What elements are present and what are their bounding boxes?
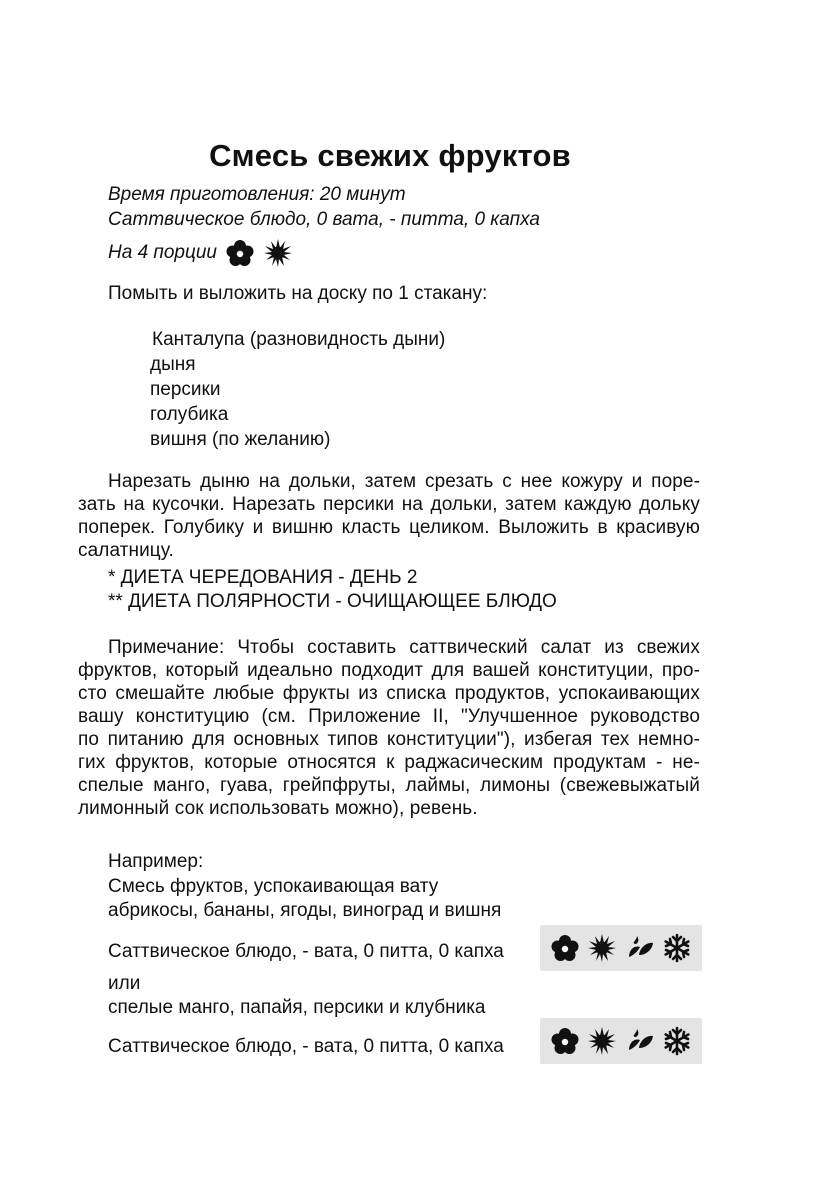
text-line: Нарезать дыню на дольки, затем срезать с нее кожуру и поре-: [108, 471, 700, 492]
text-line: спелые манго, гуава, грейпфруты, лаймы, лимоны (свежевыжатый: [78, 775, 700, 796]
text-line: вашу конституцию (см. Приложение II, "Улучшенное руководство: [78, 706, 700, 727]
servings-label: На 4 порции: [108, 242, 217, 263]
leaf-drop-icon: [625, 1026, 655, 1056]
leaf-drop-icon: [625, 933, 655, 963]
example-mix-1: абрикосы, бананы, ягоды, виноград и вишня: [108, 900, 502, 921]
diet-note-alternation: * ДИЕТА ЧЕРЕДОВАНИЯ - ДЕНЬ 2: [108, 567, 418, 588]
text-line: лимонный сок использовать можно), ревень.: [78, 798, 478, 819]
ingredient-list: [150, 327, 445, 452]
example-mix-2: спелые манго, папайя, персики и клубника: [108, 997, 486, 1018]
prep-time: Время приготовления: 20 минут: [108, 184, 406, 205]
text-line: поперек. Голубику и вишню класть целиком. Выложить в красивую: [78, 517, 700, 538]
example-effect-2: Саттвическое блюдо, - вата, 0 питта, 0 капха: [108, 1036, 504, 1057]
example-heading: Например:: [108, 851, 204, 872]
snowflake-icon: [662, 1026, 692, 1056]
example-mix-title: Смесь фруктов, успокаивающая вату: [108, 876, 439, 897]
ingredient-item: голубика: [150, 404, 229, 425]
snowflake-icon: [662, 933, 692, 963]
servings-line: [108, 238, 293, 268]
page-title: Смесь свежих фруктов: [209, 138, 571, 173]
text-line: Примечание: Чтобы составить саттвический салат из свежих: [108, 637, 700, 658]
example-effect-1: Саттвическое блюдо, - вата, 0 питта, 0 капха: [108, 941, 504, 962]
sun-icon: [587, 1026, 617, 1056]
ingredient-item: Канталупа (разновидность дыни): [152, 329, 446, 350]
dosha-icon-row-2: [540, 1018, 702, 1064]
method-paragraph: [78, 470, 700, 562]
dosha-icon-row-1: [540, 925, 702, 971]
flower-icon: [225, 238, 255, 268]
text-line: гих фруктов, которые относятся к раджасическим продуктам - не-: [78, 752, 700, 773]
dosha-effect: Саттвическое блюдо, 0 вата, - питта, 0 капха: [108, 209, 540, 230]
flower-icon: [550, 1026, 580, 1056]
sun-icon: [263, 238, 293, 268]
instruction-intro: Помыть и выложить на доску по 1 стакану:: [108, 283, 488, 304]
text-line: сто смешайте любые фрукты из списка продуктов, успокаивающих: [78, 683, 700, 704]
text-line: зать на кусочки. Нарезать персики на дольки, затем каждую дольку: [78, 494, 700, 515]
text-line: салатницу.: [78, 540, 174, 561]
flower-icon: [550, 933, 580, 963]
example-or: или: [108, 973, 141, 994]
diet-note-polarity: ** ДИЕТА ПОЛЯРНОСТИ - ОЧИЩАЮЩЕЕ БЛЮДО: [108, 591, 557, 612]
text-line: по питанию для основных типов конституции"), избегая тех немно-: [78, 729, 700, 750]
ingredient-item: дыня: [150, 354, 196, 375]
sun-icon: [587, 933, 617, 963]
text-line: фруктов, который идеально подходит для вашей конституции, про-: [78, 660, 700, 681]
ingredient-item: вишня (по желанию): [150, 429, 331, 450]
ingredient-item: персики: [150, 379, 221, 400]
note-paragraph: [78, 636, 700, 820]
